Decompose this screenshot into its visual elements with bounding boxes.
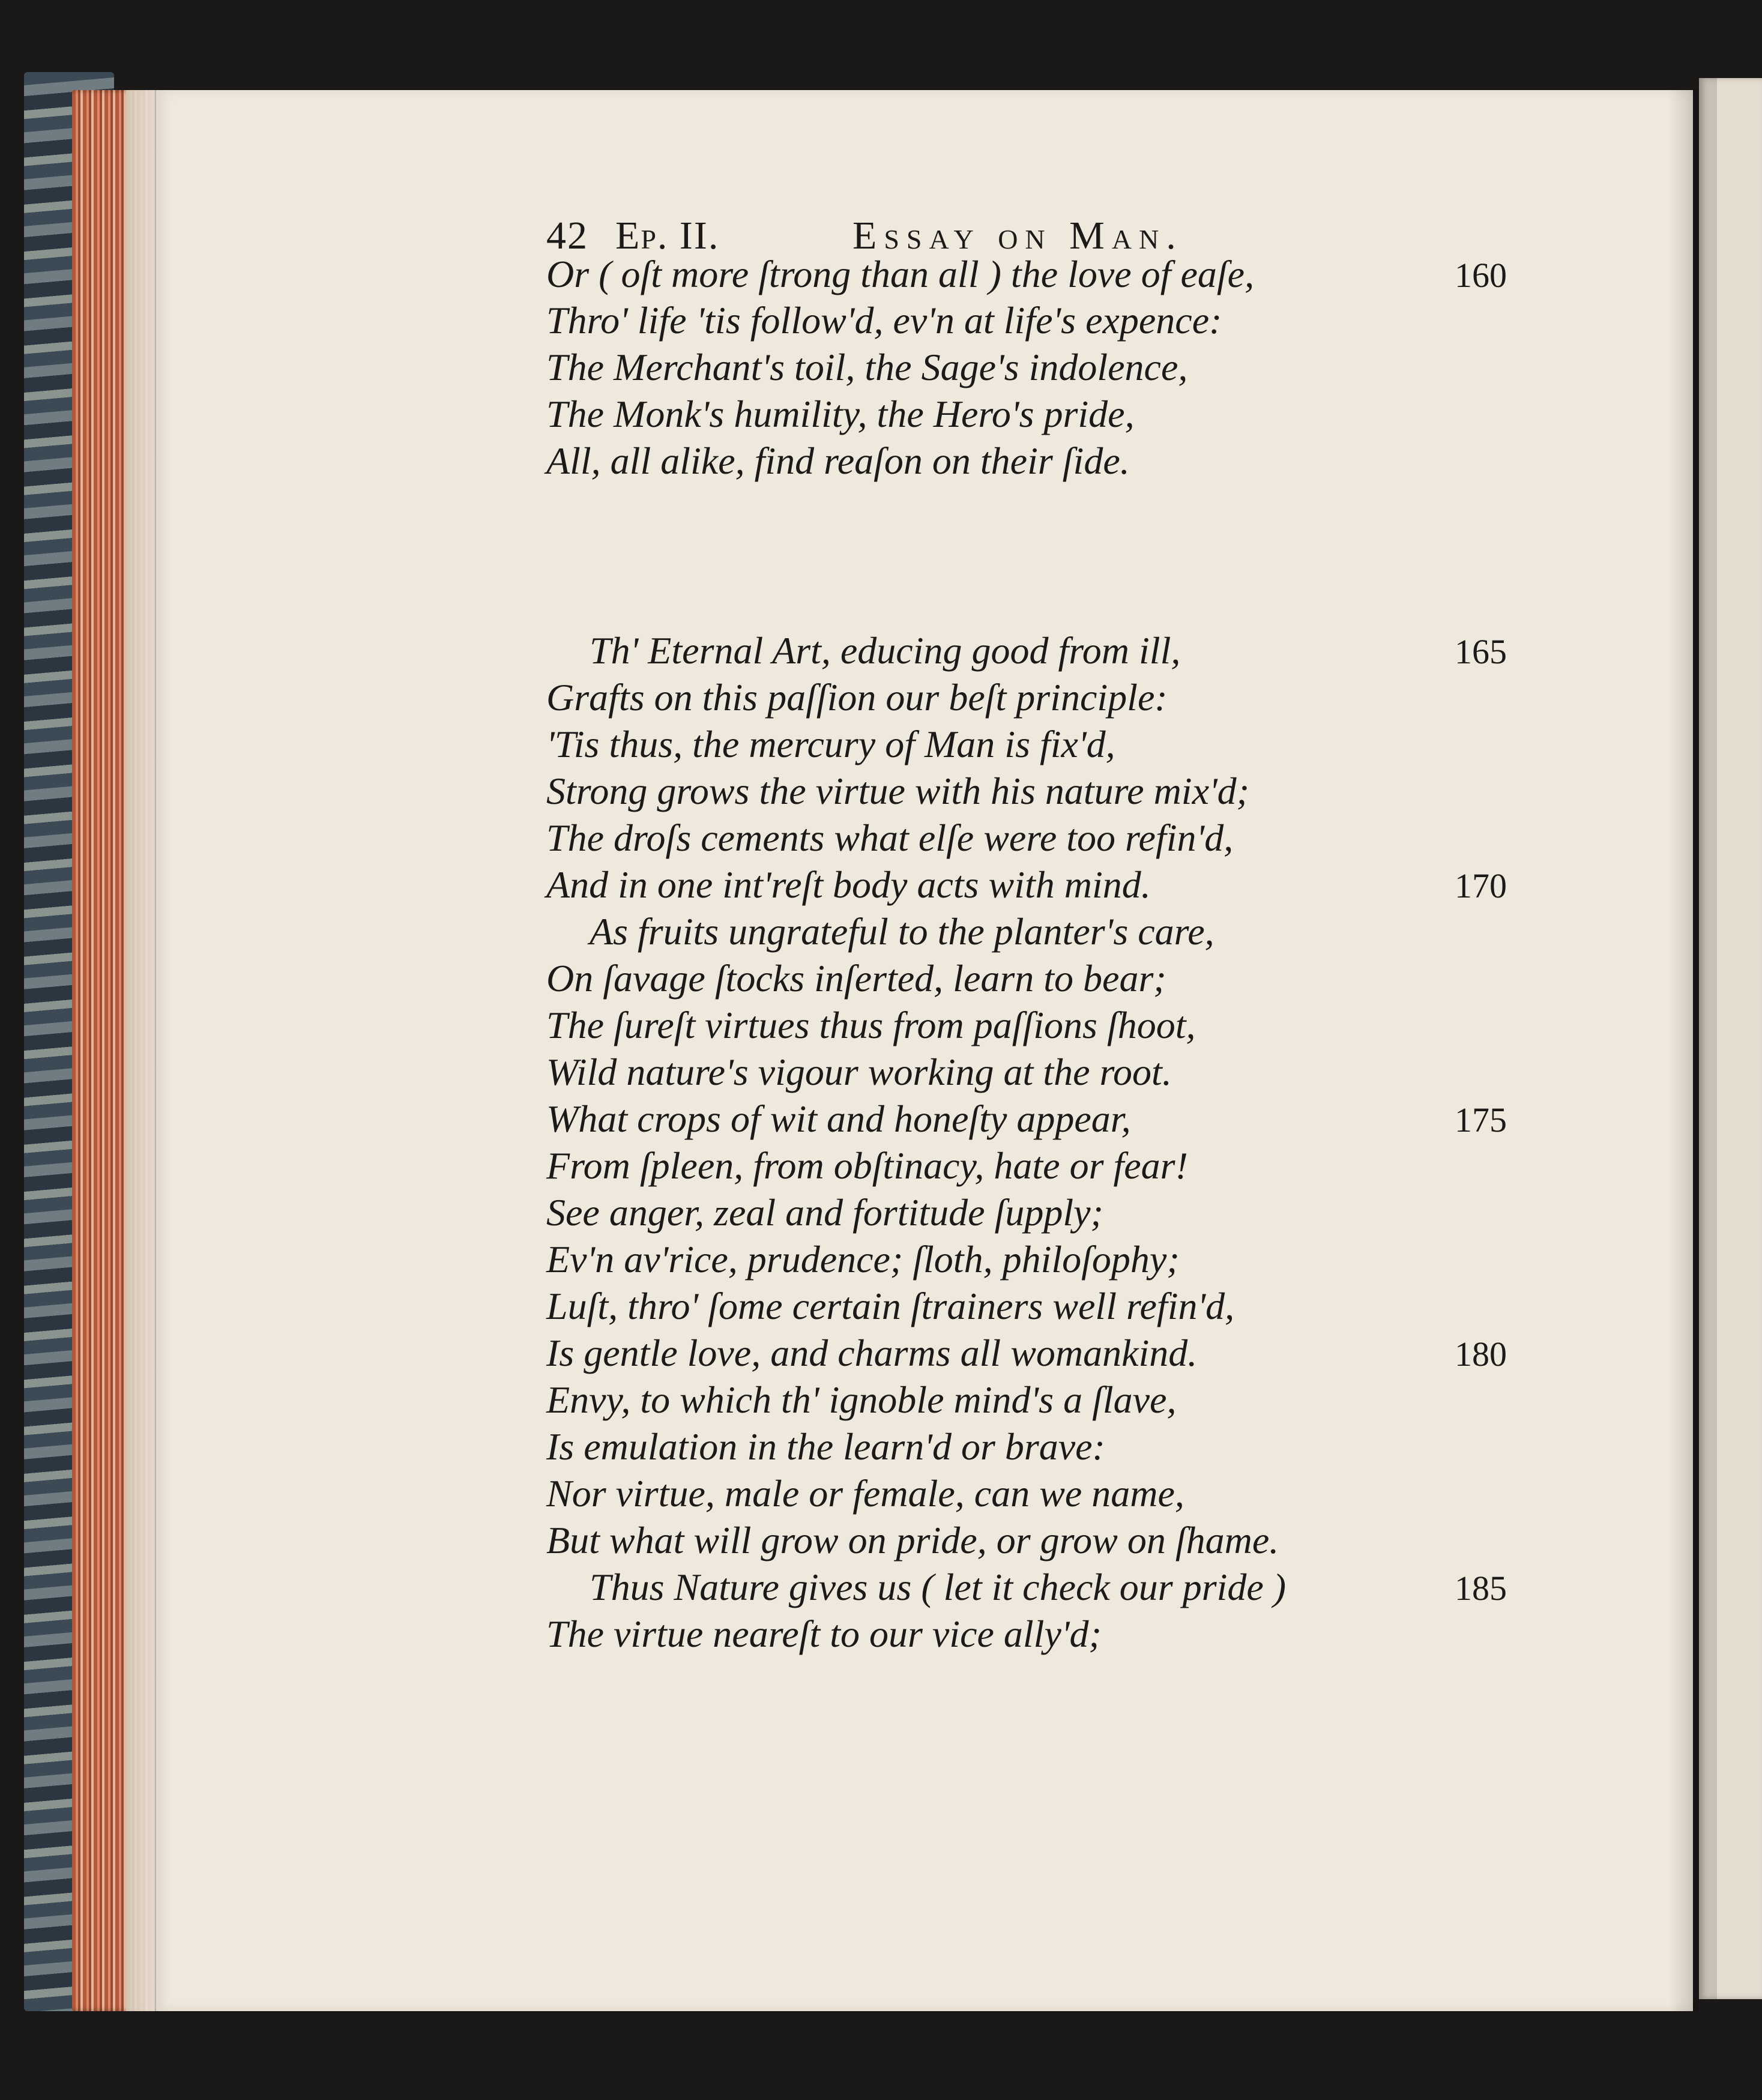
verse-line: See anger, zeal and fortitude ſupply; bbox=[546, 1191, 1103, 1234]
verse-line: 'Tis thus, the mercury of Man is fix'd, bbox=[546, 723, 1115, 765]
verse-line: The virtue neareſt to our vice ally'd; bbox=[546, 1613, 1102, 1655]
verse-line: Thus Nature gives us ( let it check our pride ) bbox=[590, 1566, 1287, 1608]
line-number: 180 bbox=[1455, 1335, 1507, 1374]
verse-line: Nor virtue, male or female, can we name, bbox=[546, 1472, 1184, 1515]
verse-line: The ſureſt virtues thus from paſſions ſhoot, bbox=[546, 1004, 1196, 1046]
verse-line: From ſpleen, from obſtinacy, hate or fear! bbox=[546, 1144, 1188, 1187]
running-title: Essay on Man. bbox=[852, 214, 1183, 258]
line-number: 185 bbox=[1455, 1569, 1507, 1608]
verse-line: Ev'n av'rice, prudence; ſloth, philoſophy; bbox=[546, 1238, 1180, 1281]
verse-line: Is gentle love, and charms all womankind. bbox=[546, 1332, 1198, 1374]
verse-line: Luſt, thro' ſome certain ſtrainers well refin'd, bbox=[546, 1285, 1235, 1327]
page-number: 42 bbox=[546, 214, 588, 258]
line-number: 175 bbox=[1455, 1100, 1507, 1139]
verse-line: And in one int'reſt body acts with mind. bbox=[546, 863, 1151, 906]
verse-line: All, all alike, find reaſon on their ſide. bbox=[546, 439, 1130, 482]
verse-line: Thro' life 'tis follow'd, ev'n at life's expence: bbox=[546, 299, 1222, 342]
verse-line: What crops of wit and honeſty appear, bbox=[546, 1097, 1131, 1140]
verse-line: Wild nature's vigour working at the root. bbox=[546, 1051, 1172, 1093]
verse-line: Strong grows the virtue with his nature mix'd; bbox=[546, 770, 1249, 812]
spine-shadow bbox=[1669, 90, 1699, 2011]
line-number: 165 bbox=[1455, 632, 1507, 671]
verse-line: The droſs cements what elſe were too refin'd, bbox=[546, 816, 1234, 859]
verse-line: The Monk's humility, the Hero's pride, bbox=[546, 393, 1135, 435]
line-number: 160 bbox=[1455, 256, 1507, 295]
verse-line: Envy, to which th' ignoble mind's a ſlave, bbox=[546, 1378, 1177, 1421]
verse-line: On ſavage ſtocks inſerted, learn to bear; bbox=[546, 957, 1166, 1000]
verse-line: Th' Eternal Art, educing good from ill, bbox=[590, 629, 1181, 672]
verse-line: Is emulation in the learn'd or brave: bbox=[546, 1425, 1105, 1468]
verse-line: Grafts on this paſſion our beſt principle: bbox=[546, 676, 1168, 719]
verse-line: But what will grow on pride, or grow on ſhame. bbox=[546, 1519, 1279, 1561]
verse-line: Or ( oſt more ſtrong than all ) the love of eaſe, bbox=[546, 253, 1255, 295]
verse-line: The Merchant's toil, the Sage's indolence, bbox=[546, 346, 1188, 388]
line-number: 170 bbox=[1455, 866, 1507, 905]
facing-page-edge bbox=[1699, 78, 1762, 1999]
verse-line: As fruits ungrateful to the planter's care, bbox=[590, 910, 1214, 953]
epistle-label: Ep. II. bbox=[615, 214, 720, 258]
